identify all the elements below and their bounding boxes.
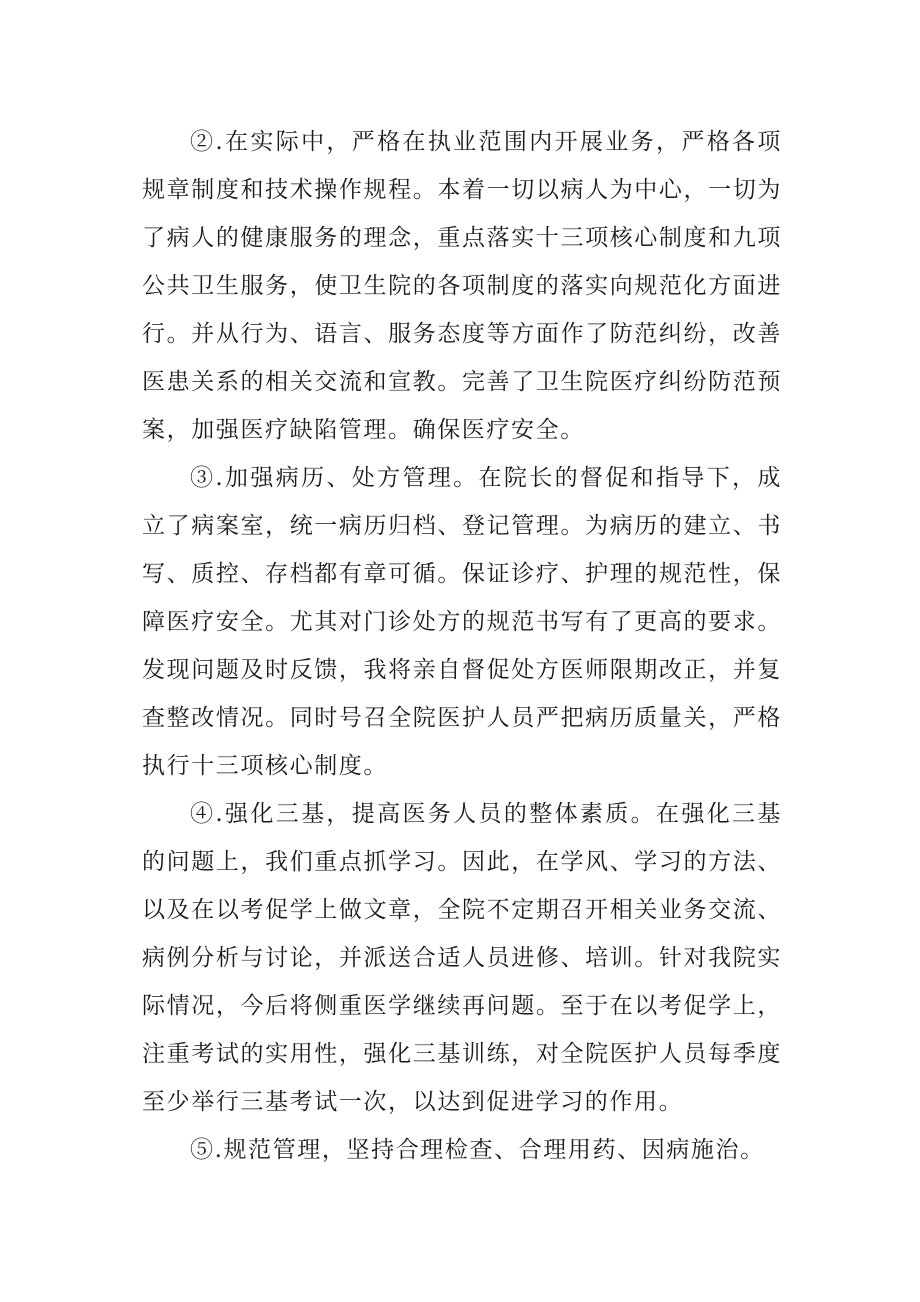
paragraph-item-4: ④.强化三基，提高医务人员的整体素质。在强化三基的问题上，我们重点抓学习。因此，在学风、学习的方法、以及在以考促学上做文章，全院不定期召开相关业务交流、病例分析与讨论，并派送合适人员进修、培训。针对我院实际情况，今后将侧重医学继续再问题。至于在以考促学上，注重考试的实用性，强化三基训练，对全院医护人员每季度至少举行三基考试一次，以达到促进学习的作用。 xyxy=(142,801,782,1115)
paragraph-item-3: ③.加强病历、处方管理。在院长的督促和指导下，成立了病案室，统一病历归档、登记管理。为病历的建立、书写、质控、存档都有章可循。保证诊疗、护理的规范性，保障医疗安全。尤其对门诊处方的规范书写有了更高的要求。发现问题及时反馈，我将亲自督促处方医师限期改正，并复查整改情况。同时号召全院医护人员严把病历质量关，严格执行十三项核心制度。 xyxy=(142,465,782,779)
paragraph-item-2: ②.在实际中，严格在执业范围内开展业务，严格各项规章制度和技术操作规程。本着一切以病人为中心，一切为了病人的健康服务的理念，重点落实十三项核心制度和九项公共卫生服务，使卫生院的各项制度的落实向规范化方面进行。并从行为、语言、服务态度等方面作了防范纠纷，改善医患关系的相关交流和宣教。完善了卫生院医疗纠纷防范预案，加强医疗缺陷管理。确保医疗安全。 xyxy=(142,129,782,443)
paragraph-item-5: ⑤.规范管理，坚持合理检查、合理用药、因病施治。 xyxy=(190,1137,765,1163)
document-body xyxy=(142,118,782,1174)
